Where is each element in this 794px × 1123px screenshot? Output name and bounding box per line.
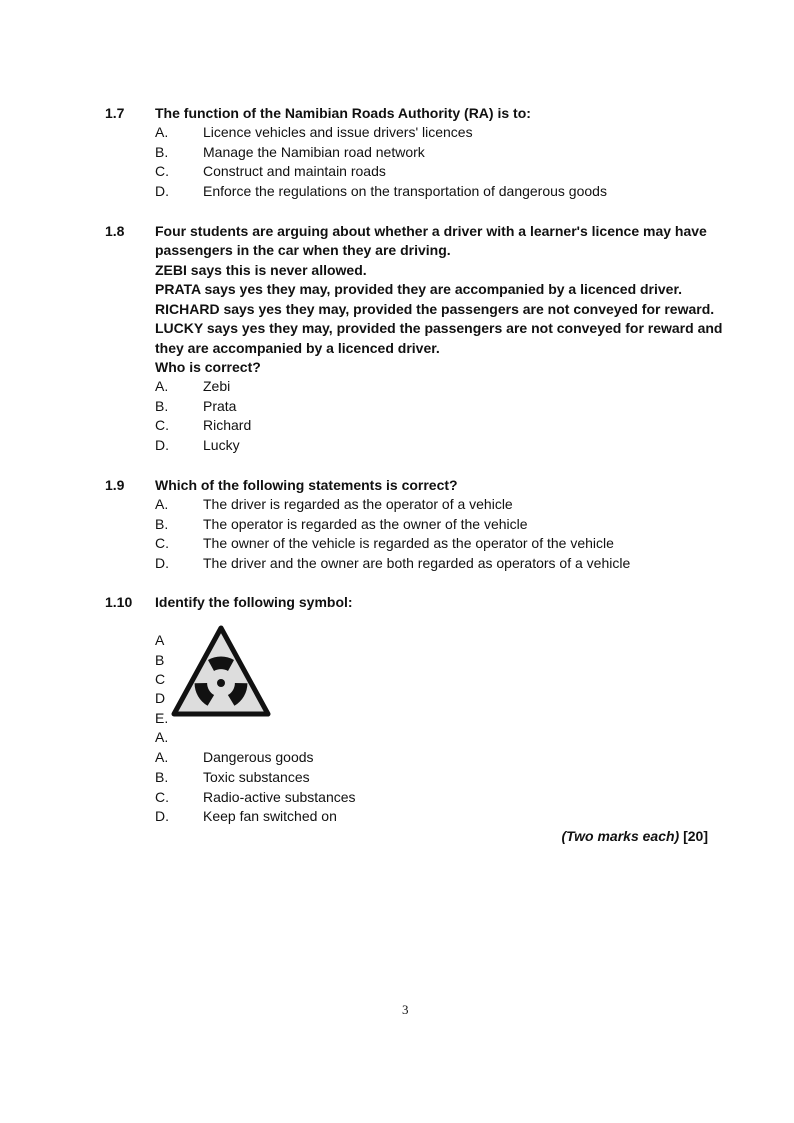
option-text: Enforce the regulations on the transportation of dangerous goods bbox=[203, 183, 607, 199]
option-text: Richard bbox=[203, 417, 252, 433]
option-text: Manage the Namibian road network bbox=[203, 144, 425, 160]
question-stem: they are accompanied by a licenced driver. bbox=[155, 340, 440, 356]
question-number: 1.10 bbox=[105, 594, 133, 610]
option-letter: D. bbox=[155, 555, 169, 571]
stray-letter: C bbox=[155, 671, 166, 687]
option-letter: B. bbox=[155, 516, 169, 532]
option-text: Zebi bbox=[203, 378, 231, 394]
option-text: Construct and maintain roads bbox=[203, 163, 386, 179]
question-stem: RICHARD says yes they may, provided the passengers are not conveyed for reward. bbox=[155, 301, 715, 317]
option-letter: C. bbox=[155, 163, 169, 179]
option-letter: C. bbox=[155, 789, 169, 805]
option-letter: C. bbox=[155, 417, 169, 433]
option-letter: B. bbox=[155, 769, 169, 785]
question-stem: Who is correct? bbox=[155, 359, 261, 375]
option-text: The owner of the vehicle is regarded as the operator of the vehicle bbox=[203, 535, 614, 551]
radioactive-warning-icon bbox=[170, 622, 272, 718]
marks-note: (Two marks each) bbox=[561, 828, 680, 844]
option-letter: B. bbox=[155, 144, 169, 160]
option-text: The driver and the owner are both regarded as operators of a vehicle bbox=[203, 555, 631, 571]
question-stem: passengers in the car when they are driving. bbox=[155, 242, 451, 258]
question-number: 1.9 bbox=[105, 477, 125, 493]
question-stem: The function of the Namibian Roads Authority (RA) is to: bbox=[155, 105, 531, 121]
question-number: 1.8 bbox=[105, 223, 125, 239]
option-text: The driver is regarded as the operator of a vehicle bbox=[203, 496, 513, 512]
stray-letter: B bbox=[155, 652, 165, 668]
stray-letter: A. bbox=[155, 729, 169, 745]
question-stem: Which of the following statements is correct? bbox=[155, 477, 458, 493]
option-text: Dangerous goods bbox=[203, 749, 314, 765]
option-letter: A. bbox=[155, 124, 169, 140]
option-text: The operator is regarded as the owner of the vehicle bbox=[203, 516, 528, 532]
option-letter: C. bbox=[155, 535, 169, 551]
option-letter: B. bbox=[155, 398, 169, 414]
question-stem: LUCKY says yes they may, provided the passengers are not conveyed for reward and bbox=[155, 320, 723, 336]
option-text: Lucky bbox=[203, 437, 240, 453]
question-stem: Identify the following symbol: bbox=[155, 594, 353, 610]
marks-allocation bbox=[561, 827, 708, 845]
stray-letter: D bbox=[155, 690, 166, 706]
option-letter: A. bbox=[155, 496, 169, 512]
stray-letter: A bbox=[155, 632, 165, 648]
option-text: Keep fan switched on bbox=[203, 808, 337, 824]
question-stem: PRATA says yes they may, provided they are accompanied by a licenced driver. bbox=[155, 281, 683, 297]
option-text: Prata bbox=[203, 398, 237, 414]
stray-letter: E. bbox=[155, 710, 169, 726]
question-stem: ZEBI says this is never allowed. bbox=[155, 262, 367, 278]
option-letter: A. bbox=[155, 378, 169, 394]
option-text: Licence vehicles and issue drivers' licences bbox=[203, 124, 473, 140]
option-text: Radio-active substances bbox=[203, 789, 356, 805]
option-letter: D. bbox=[155, 808, 169, 824]
question-stem: Four students are arguing about whether a driver with a learner's licence may have bbox=[155, 223, 707, 239]
option-letter: D. bbox=[155, 183, 169, 199]
option-letter: D. bbox=[155, 437, 169, 453]
page-number: 3 bbox=[402, 1002, 409, 1017]
option-text: Toxic substances bbox=[203, 769, 310, 785]
question-number: 1.7 bbox=[105, 105, 125, 121]
marks-total: [20] bbox=[683, 828, 708, 844]
option-letter: A. bbox=[155, 749, 169, 765]
